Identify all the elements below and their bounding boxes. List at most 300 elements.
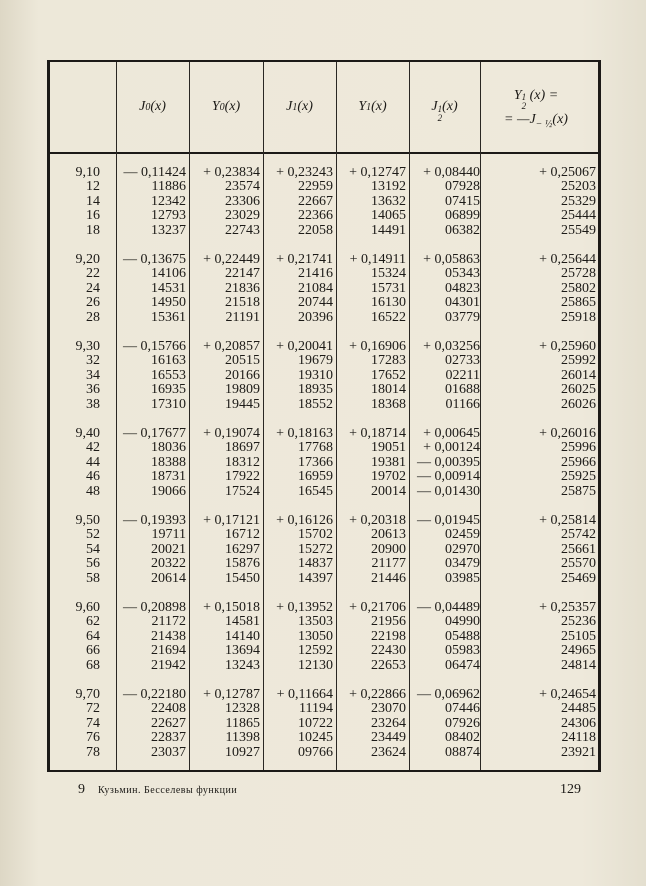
- header-j0-sub: 0: [145, 101, 151, 113]
- table-row: [50, 543, 598, 557]
- yhalf-arg: (x): [529, 87, 546, 103]
- cell-y0: + 0,22449: [203, 252, 260, 267]
- cell-j0: — 0,20898: [123, 600, 186, 615]
- cell-j-half: 03479: [445, 556, 480, 572]
- cell-j1: 20744: [298, 295, 333, 311]
- cell-j1: 12592: [298, 643, 333, 659]
- cell-y1: 15324: [371, 266, 406, 282]
- table-row: [50, 383, 598, 397]
- cell-j0: 18036: [151, 440, 186, 456]
- yhalf-sub: − ½: [535, 118, 553, 130]
- cell-y0: 15450: [225, 570, 260, 586]
- cell-y1: + 0,22866: [349, 687, 406, 702]
- cell-x: 24: [86, 280, 100, 296]
- cell-j1: 14397: [298, 570, 333, 586]
- table-row: [50, 659, 598, 673]
- cell-j-half: — 0,04489: [417, 600, 480, 615]
- cell-x: 9,70: [75, 687, 100, 702]
- header-j1: [263, 62, 336, 152]
- cell-y1: 23624: [371, 744, 406, 760]
- yhalf-eq: =: [545, 87, 559, 103]
- cell-j0: 22837: [151, 730, 186, 746]
- cell-y-half: + 0,26016: [539, 426, 596, 441]
- page-number: 129: [560, 782, 581, 797]
- cell-j-half: 04990: [445, 614, 480, 630]
- cell-y1: 14065: [371, 208, 406, 224]
- cell-x: 18: [86, 222, 100, 238]
- cell-x: 62: [86, 614, 100, 630]
- frac-num: 1: [437, 104, 443, 114]
- cell-y1: 16522: [371, 309, 406, 325]
- cell-y-half: 25236: [561, 614, 596, 630]
- cell-x: 34: [86, 367, 100, 383]
- table-row: [50, 630, 598, 644]
- cell-j1: + 0,20041: [276, 339, 333, 354]
- cell-j-half: + 0,08440: [423, 165, 480, 180]
- cell-j-half: 08402: [445, 730, 480, 746]
- cell-y-half: 26014: [561, 367, 596, 383]
- cell-j1: 10722: [298, 715, 333, 731]
- cell-j1: + 0,11664: [276, 687, 333, 702]
- cell-y0: 17524: [225, 483, 260, 499]
- cell-y-half: 25742: [561, 527, 596, 543]
- cell-y0: 11398: [225, 730, 260, 746]
- cell-j0: 20322: [151, 556, 186, 572]
- header-j1-sub: 1: [292, 101, 298, 113]
- footer-signature: 9: [78, 782, 85, 797]
- cell-j-half: 07926: [445, 715, 480, 731]
- cell-y0: 22147: [225, 266, 260, 282]
- cell-y1: + 0,18714: [349, 426, 406, 441]
- cell-y-half: + 0,25357: [539, 600, 596, 615]
- cell-x: 9,30: [75, 339, 100, 354]
- table-row: [50, 354, 598, 368]
- cell-y-half: 24118: [561, 730, 596, 746]
- cell-j0: 14950: [151, 295, 186, 311]
- cell-y1: 19381: [371, 454, 406, 470]
- cell-y-half: + 0,25814: [539, 513, 596, 528]
- cell-y-half: + 0,25067: [539, 165, 596, 180]
- cell-j0: 14531: [151, 280, 186, 296]
- cell-y1: 23449: [371, 730, 406, 746]
- cell-j-half: 04301: [445, 295, 480, 311]
- cell-y-half: 25925: [561, 469, 596, 485]
- cell-j-half: 02970: [445, 541, 480, 557]
- cell-y-half: 25203: [561, 179, 596, 195]
- cell-j1: 19679: [298, 353, 333, 369]
- cell-j0: 19711: [151, 527, 186, 543]
- cell-j1: + 0,18163: [276, 426, 333, 441]
- cell-j-half: 05343: [445, 266, 480, 282]
- cell-j1: 22959: [298, 179, 333, 195]
- cell-y0: + 0,23834: [203, 165, 260, 180]
- cell-j1: 22667: [298, 193, 333, 209]
- table-row: [50, 731, 598, 745]
- cell-j1: 20396: [298, 309, 333, 325]
- cell-x: 22: [86, 266, 100, 282]
- cell-y0: + 0,12787: [203, 687, 260, 702]
- header-y1-symbol: Y: [358, 99, 367, 114]
- cell-j-half: 06382: [445, 222, 480, 238]
- cell-j0: 18388: [151, 454, 186, 470]
- cell-x: 66: [86, 643, 100, 659]
- cell-j1: 21084: [298, 280, 333, 296]
- cell-x: 38: [86, 396, 100, 412]
- cell-j0: 21694: [151, 643, 186, 659]
- cell-j-half: — 0,01430: [417, 483, 480, 499]
- header-j-half: [409, 62, 480, 152]
- cell-x: 68: [86, 657, 100, 673]
- cell-y-half: 25105: [561, 628, 596, 644]
- cell-j1: 19310: [298, 367, 333, 383]
- cell-y1: 13192: [371, 179, 406, 195]
- table-row: [50, 485, 598, 499]
- cell-y-half: 25802: [561, 280, 596, 296]
- cell-y0: 23029: [225, 208, 260, 224]
- cell-y0: 21191: [225, 309, 260, 325]
- cell-y0: 16297: [225, 541, 260, 557]
- cell-j1: + 0,21741: [276, 252, 333, 267]
- cell-j1: 17768: [298, 440, 333, 456]
- cell-y1: + 0,12747: [349, 165, 406, 180]
- cell-j0: 22408: [151, 701, 186, 717]
- cell-x: 9,60: [75, 600, 100, 615]
- table-row: [50, 180, 598, 194]
- header-y-half: [480, 62, 592, 152]
- cell-y1: 19702: [371, 469, 406, 485]
- cell-y1: 18014: [371, 382, 406, 398]
- cell-y-half: 24485: [561, 701, 596, 717]
- header-y1-sub: 1: [366, 101, 372, 113]
- cell-j-half: 02459: [445, 527, 480, 543]
- cell-y1: 20613: [371, 527, 406, 543]
- cell-y-half: 25966: [561, 454, 596, 470]
- cell-y-half: + 0,25644: [539, 252, 596, 267]
- cell-j1: 11194: [299, 701, 333, 717]
- cell-j-half: + 0,00645: [423, 426, 480, 441]
- cell-y1: 20014: [371, 483, 406, 499]
- cell-y-half: 25329: [561, 193, 596, 209]
- yhalf-symbol: Y: [513, 87, 522, 103]
- cell-j0: 23037: [151, 744, 186, 760]
- cell-j1: 10245: [298, 730, 333, 746]
- header-y0: [189, 62, 263, 152]
- cell-y1: 17283: [371, 353, 406, 369]
- table-row: [50, 717, 598, 731]
- cell-y1: 15731: [371, 280, 406, 296]
- table-row: [50, 615, 598, 629]
- cell-y-half: 25865: [561, 295, 596, 311]
- cell-x: 72: [86, 701, 100, 717]
- cell-j1: 17366: [298, 454, 333, 470]
- cell-y0: 18312: [225, 454, 260, 470]
- cell-y-half: + 0,24654: [539, 687, 596, 702]
- cell-j-half: — 0,06962: [417, 687, 480, 702]
- table-row: [50, 166, 598, 180]
- cell-x: 9,10: [75, 165, 100, 180]
- cell-y1: + 0,14911: [349, 252, 406, 267]
- cell-y1: + 0,21706: [349, 600, 406, 615]
- cell-y0: 11865: [225, 715, 260, 731]
- header-j0-arg: (x): [150, 99, 166, 114]
- cell-x: 76: [86, 730, 100, 746]
- table-row: [50, 470, 598, 484]
- cell-y-half: 25992: [561, 353, 596, 369]
- bessel-table: [47, 60, 601, 772]
- header-y0-symbol: Y: [211, 99, 220, 114]
- cell-j0: 12342: [151, 193, 186, 209]
- cell-j0: 15361: [151, 309, 186, 325]
- cell-j0: 14106: [151, 266, 186, 282]
- table-row: [50, 398, 598, 412]
- cell-y0: + 0,15018: [203, 600, 260, 615]
- cell-y0: + 0,17121: [203, 513, 260, 528]
- cell-y1: 21446: [371, 570, 406, 586]
- cell-y-half: 25549: [561, 222, 596, 238]
- cell-j-half: 02211: [445, 367, 480, 383]
- table-row: [50, 688, 598, 702]
- table-row: [50, 601, 598, 615]
- table-row: [50, 282, 598, 296]
- cell-j0: 20614: [151, 570, 186, 586]
- cell-y0: 13694: [225, 643, 260, 659]
- table-row: [50, 746, 598, 760]
- cell-y0: + 0,20857: [203, 339, 260, 354]
- cell-y-half: 25875: [561, 483, 596, 499]
- cell-y0: 21836: [225, 280, 260, 296]
- cell-x: 12: [86, 179, 100, 195]
- cell-y1: 13632: [371, 193, 406, 209]
- header-y1-arg: (x): [371, 99, 387, 114]
- cell-y0: 16712: [225, 527, 260, 543]
- cell-j-half: 02733: [445, 353, 480, 369]
- header-y0-sub: 0: [219, 101, 225, 113]
- header-y1: [336, 62, 409, 152]
- cell-y1: 22653: [371, 657, 406, 673]
- cell-y0: 14581: [225, 614, 260, 630]
- cell-x: 54: [86, 541, 100, 557]
- header-j1-arg: (x): [297, 99, 313, 114]
- table-row: [50, 296, 598, 310]
- table-row: [50, 267, 598, 281]
- cell-j0: 19066: [151, 483, 186, 499]
- cell-j0: 21438: [151, 628, 186, 644]
- cell-j1: 13050: [298, 628, 333, 644]
- cell-y-half: 25469: [561, 570, 596, 586]
- cell-j-half: 07928: [445, 179, 480, 195]
- cell-j0: 11886: [151, 179, 186, 195]
- cell-y0: 20166: [225, 367, 260, 383]
- cell-j-half: + 0,03256: [423, 339, 480, 354]
- cell-y0: 20515: [225, 353, 260, 369]
- cell-y1: 22430: [371, 643, 406, 659]
- cell-x: 9,50: [75, 513, 100, 528]
- cell-y-half: 25996: [561, 440, 596, 456]
- cell-x: 64: [86, 628, 100, 644]
- cell-x: 32: [86, 353, 100, 369]
- cell-x: 16: [86, 208, 100, 224]
- cell-y1: 21956: [371, 614, 406, 630]
- yhalf-neg-j: = —J: [504, 111, 536, 127]
- cell-x: 26: [86, 295, 100, 311]
- cell-y-half: 24965: [561, 643, 596, 659]
- cell-j1: 16959: [298, 469, 333, 485]
- cell-x: 28: [86, 309, 100, 325]
- cell-y0: 18697: [225, 440, 260, 456]
- cell-j1: 18552: [298, 396, 333, 412]
- cell-y1: 16130: [371, 295, 406, 311]
- table-row: [50, 557, 598, 571]
- cell-j0: 13237: [151, 222, 186, 238]
- cell-j1: 15702: [298, 527, 333, 543]
- frac-den: 2: [437, 113, 443, 123]
- cell-y1: 23264: [371, 715, 406, 731]
- cell-x: 78: [86, 744, 100, 760]
- table-row: [50, 441, 598, 455]
- header-j0: [116, 62, 189, 152]
- cell-j1: 22366: [298, 208, 333, 224]
- cell-j0: 16553: [151, 367, 186, 383]
- cell-x: 74: [86, 715, 100, 731]
- frac-num: 1: [521, 91, 527, 102]
- table-row: [50, 572, 598, 586]
- cell-j1: 21416: [298, 266, 333, 282]
- cell-y-half: 25570: [561, 556, 596, 572]
- cell-y1: 21177: [371, 556, 406, 572]
- cell-y1: 14491: [371, 222, 406, 238]
- table-row: [50, 369, 598, 383]
- cell-j-half: 06899: [445, 208, 480, 224]
- cell-y1: 20900: [371, 541, 406, 557]
- cell-j-half: 07415: [445, 193, 480, 209]
- cell-j-half: 06474: [445, 657, 480, 673]
- cell-j1: 12130: [298, 657, 333, 673]
- cell-j0: — 0,11424: [123, 165, 186, 180]
- cell-x: 42: [86, 440, 100, 456]
- cell-y-half: 25661: [561, 541, 596, 557]
- table-row: [50, 702, 598, 716]
- cell-y0: 14140: [225, 628, 260, 644]
- cell-j-half: — 0,00395: [417, 454, 480, 470]
- cell-j-half: — 0,01945: [417, 513, 480, 528]
- cell-y1: 22198: [371, 628, 406, 644]
- header-y0-arg: (x): [224, 99, 241, 114]
- cell-y1: + 0,16906: [349, 339, 406, 354]
- header-jhalf-symbol: J: [431, 99, 438, 114]
- cell-x: 52: [86, 527, 100, 543]
- cell-y-half: 26026: [561, 396, 596, 412]
- cell-x: 9,40: [75, 426, 100, 441]
- cell-y0: 17922: [225, 469, 260, 485]
- cell-y1: 18368: [371, 396, 406, 412]
- footer-book-title: Кузьмин. Бесселевы функции: [98, 785, 238, 796]
- cell-y0: 23306: [225, 193, 260, 209]
- cell-j-half: 01166: [445, 396, 480, 412]
- cell-y-half: 25444: [561, 208, 596, 224]
- cell-x: 44: [86, 454, 100, 470]
- cell-y0: 23574: [225, 179, 260, 195]
- cell-j-half: 08874: [445, 744, 480, 760]
- table-row: [50, 456, 598, 470]
- cell-x: 48: [86, 483, 100, 499]
- cell-y0: 19809: [225, 382, 260, 398]
- cell-y1: 17652: [371, 367, 406, 383]
- cell-j-half: 05983: [445, 643, 480, 659]
- cell-y1: + 0,20318: [349, 513, 406, 528]
- cell-x: 58: [86, 570, 100, 586]
- table-row: [50, 224, 598, 238]
- cell-y-half: 24306: [561, 715, 596, 731]
- cell-x: 46: [86, 469, 100, 485]
- cell-j1: 16545: [298, 483, 333, 499]
- cell-j1: 18935: [298, 382, 333, 398]
- cell-y0: 15876: [225, 556, 260, 572]
- table-body: [50, 154, 598, 770]
- cell-j-half: 04823: [445, 280, 480, 296]
- cell-y0: 19445: [225, 396, 260, 412]
- header-yhalf-line2: [504, 111, 568, 134]
- header-jhalf-arg: (x): [442, 99, 458, 114]
- table-row: [50, 195, 598, 209]
- cell-y-half: 23921: [561, 744, 596, 760]
- cell-y0: 13243: [225, 657, 260, 673]
- table-row: [50, 340, 598, 354]
- cell-j-half: 01688: [445, 382, 480, 398]
- table-row: [50, 644, 598, 658]
- header-j1-symbol: J: [286, 99, 293, 114]
- cell-j0: 12793: [151, 208, 186, 224]
- cell-j-half: 05488: [445, 628, 480, 644]
- table-row: [50, 427, 598, 441]
- cell-j-half: 03985: [445, 570, 480, 586]
- cell-j0: 16935: [151, 382, 186, 398]
- cell-j1: + 0,23243: [276, 165, 333, 180]
- cell-y-half: 25728: [561, 266, 596, 282]
- table-header: [50, 62, 598, 154]
- cell-y0: 22743: [225, 222, 260, 238]
- header-yhalf-line1: [514, 81, 558, 111]
- cell-y-half: 26025: [561, 382, 596, 398]
- cell-j0: 21942: [151, 657, 186, 673]
- cell-j1: 09766: [298, 744, 333, 760]
- cell-y-half: + 0,25960: [539, 339, 596, 354]
- cell-j0: 21172: [151, 614, 186, 630]
- cell-j0: 16163: [151, 353, 186, 369]
- cell-j0: — 0,22180: [123, 687, 186, 702]
- cell-y0: 12328: [225, 701, 260, 717]
- frac-den: 2: [521, 100, 527, 111]
- cell-j-half: + 0,05863: [423, 252, 480, 267]
- cell-x: 36: [86, 382, 100, 398]
- cell-j1: + 0,13952: [276, 600, 333, 615]
- cell-y0: 10927: [225, 744, 260, 760]
- cell-j1: 15272: [298, 541, 333, 557]
- cell-y1: 19051: [371, 440, 406, 456]
- cell-y1: 23070: [371, 701, 406, 717]
- cell-j0: 18731: [151, 469, 186, 485]
- cell-j-half: 03779: [445, 309, 480, 325]
- cell-j-half: 07446: [445, 701, 480, 717]
- cell-j-half: — 0,00914: [417, 469, 480, 485]
- cell-j0: 22627: [151, 715, 186, 731]
- cell-x: 9,20: [75, 252, 100, 267]
- table-row: [50, 528, 598, 542]
- cell-j-half: + 0,00124: [423, 440, 480, 456]
- cell-j0: 20021: [151, 541, 186, 557]
- cell-j1: 14837: [298, 556, 333, 572]
- cell-j0: — 0,15766: [123, 339, 186, 354]
- yhalf-arg2: (x): [552, 111, 568, 127]
